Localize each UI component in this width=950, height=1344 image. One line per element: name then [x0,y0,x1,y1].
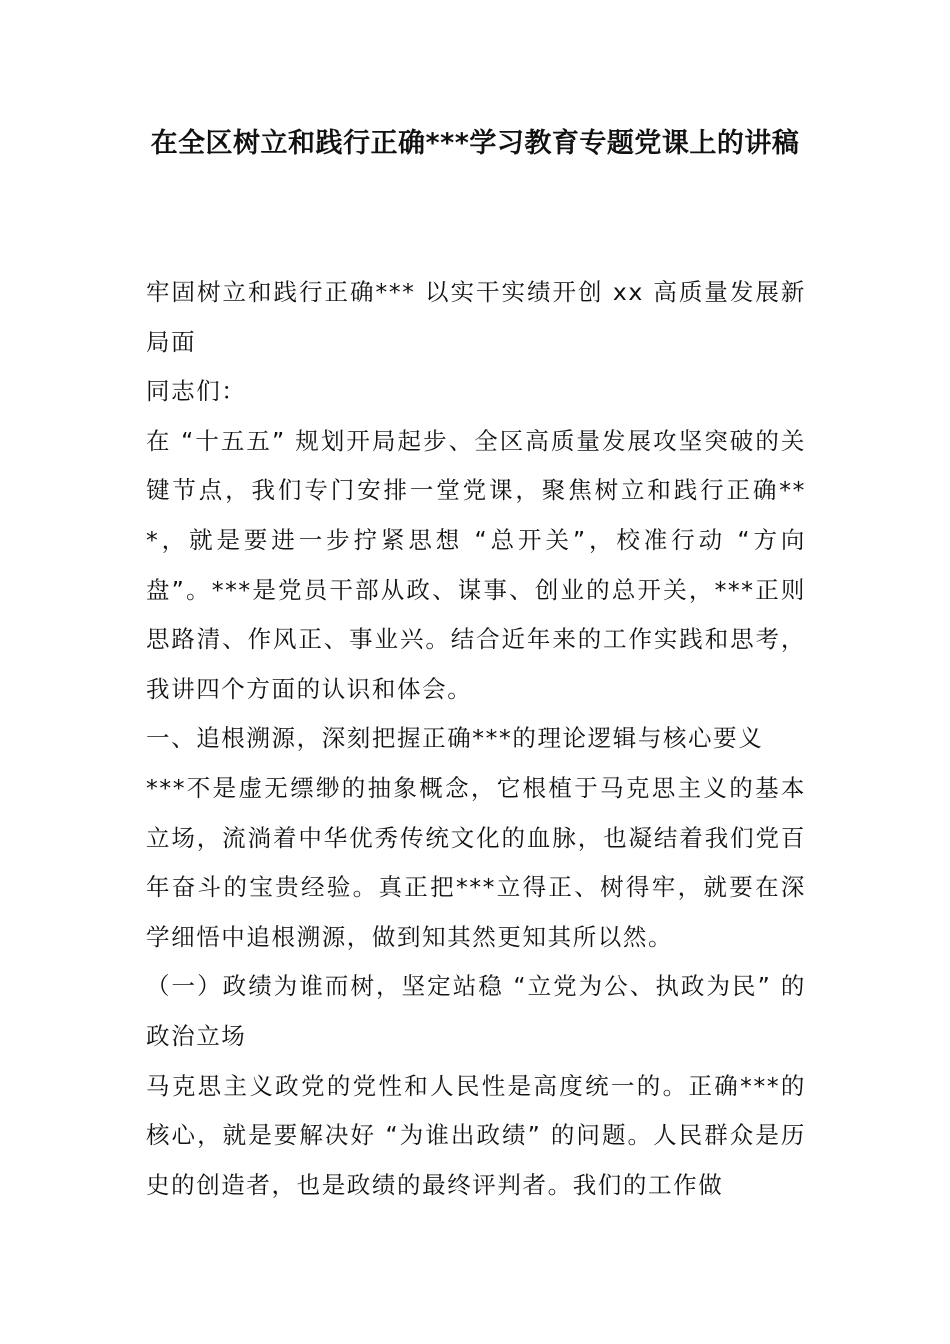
subtitle-paragraph: 牢固树立和践行正确*** 以实干实绩开创 xx 高质量发展新局面 [146,278,806,356]
salutation-paragraph: 同志们： [146,377,247,406]
section-heading-1: 一、追根溯源，深刻把握正确***的理论逻辑与核心要义 [146,724,764,753]
document-title: 在全区树立和践行正确***学习教育专题党课上的讲稿 [150,128,800,159]
body-paragraph: ***不是虚无缥缈的抽象概念，它根植于马克思主义的基本立场，流淌着中华优秀传统文化的血脉，也凝结着我们党百年奋斗的宝贵经验。真正把***立得正、树得牢，就要在深学细悟中追根溯源，做到知其然更知其所以然。 [146,773,806,951]
subsection-heading-1: （一）政绩为谁而树，坚定站稳 “立党为公、执政为民” 的政治立场 [146,972,806,1050]
body-paragraph: 马克思主义政党的党性和人民性是高度统一的。正确***的核心，就是要解决好 “为谁出政绩” 的问题。人民群众是历史的创造者，也是政绩的最终评判者。我们的工作做 [146,1071,806,1199]
intro-paragraph: 在 “十五五” 规划开局起步、全区高质量发展攻坚突破的关键节点，我们专门安排一堂党课，聚焦树立和践行正确***，就是要进一步拧紧思想 “总开关”，校准行动 “方向盘”。***是党员干部从政、谋事、创业的总开关，***正则思路清、作风正、事业兴。结合近年来的工作实践和思考，我讲四个方面的认识和体会。 [146,426,806,703]
document-body [146,268,806,1210]
